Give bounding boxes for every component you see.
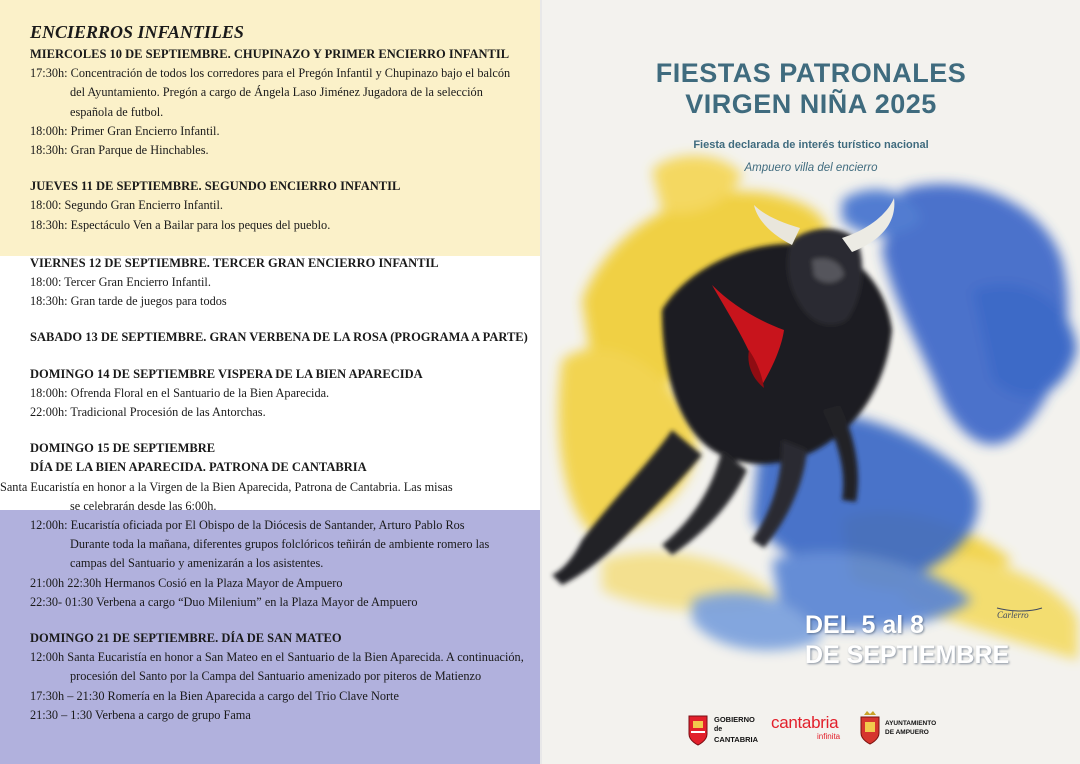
day-header: DOMINGO 15 DE SEPTIEMBRE (30, 441, 216, 456)
day-header: JUEVES 11 DE SEPTIEMBRE. SEGUNDO ENCIERRO INFANTIL (30, 179, 401, 194)
day-header: SABADO 13 DE SEPTIEMBRE. GRAN VERBENA DE LA ROSA (PROGRAMA A PARTE) (30, 330, 528, 345)
artist-signature: Carlerro (997, 610, 1029, 620)
schedule-line: 18:30h: Gran tarde de juegos para todos (30, 294, 227, 309)
ampuero-crest-icon (859, 711, 881, 745)
day-header: VIERNES 12 DE SEPTIEMBRE. TERCER GRAN ENCIERRO INFANTIL (30, 255, 439, 270)
schedule-line: 18:00h: Ofrenda Floral en el Santuario de la Bien Aparecida. (30, 385, 330, 400)
schedule-line: española de futbol. (70, 104, 164, 119)
schedule-line: campas del Santuario y amenizarán a los asistentes. (70, 556, 324, 571)
dates-line2: DE SEPTIEMBRE (805, 641, 1010, 669)
schedule-line: 12:00h: Eucaristía oficiada por El Obispo de la Diócesis de Santander, Arturo Pablo Ros (30, 518, 465, 533)
gobierno-cantabria-logo (687, 712, 777, 748)
schedule-line: 18:00h: Primer Gran Encierro Infantil. (30, 123, 220, 138)
cantabria-shield-icon (687, 714, 709, 746)
day-header: DOMINGO 14 DE SEPTIEMBRE VISPERA DE LA BIEN APARECIDA (30, 366, 423, 381)
schedule-line: Durante toda la mañana, diferentes grupos folclóricos teñirán de ambiente romero las (70, 537, 490, 552)
cantabria-sub: infinita (817, 732, 841, 741)
schedule-line: 18:30h: Espectáculo Ven a Bailar para los peques del pueblo. (30, 217, 331, 232)
schedule-line: 17:30h: Concentración de todos los corredores para el Pregón Infantil y Chupinazo bajo el balcón (30, 66, 511, 81)
schedule-line: 17:30h – 21:30 Romería en la Bien Aparecida a cargo del Trio Clave Norte (30, 688, 399, 703)
day-header: DOMINGO 21 DE SEPTIEMBRE. DÍA DE SAN MATEO (30, 631, 342, 646)
schedule-line: 21:30 – 1:30 Verbena a cargo de grupo Fama (30, 707, 251, 722)
cantabria-brand: cantabria (771, 713, 839, 732)
schedule-line: procesión del Santo por la Campa del Santuario amenizado por piteros de Matienzo (70, 669, 482, 684)
schedule-line: 22:30- 01:30 Verbena a cargo “Duo Milenium” en la Plaza Mayor de Ampuero (30, 594, 418, 609)
poster-panel (542, 0, 1080, 764)
dates-line1: DEL 5 al 8 (805, 611, 925, 639)
schedule-line: se celebrarán desde las 6:00h. (70, 498, 217, 513)
program-text (0, 21, 535, 725)
schedule-line: 12:00h Santa Eucaristía en honor a San Mateo en el Santuario de la Bien Aparecida. A continuación, (30, 650, 524, 665)
schedule-line: 22:00h: Tradicional Procesión de las Antorchas. (30, 405, 266, 420)
ayto-line2: DE AMPUERO (885, 729, 929, 736)
ayto-line1: AYUNTAMIENTO (885, 720, 937, 727)
gobierno-line1: GOBIERNO (714, 715, 755, 724)
day-subheader: DÍA DE LA BIEN APARECIDA. PATRONA DE CANTABRIA (30, 460, 367, 475)
gobierno-line3: CANTABRIA (714, 735, 759, 744)
ayuntamiento-ampuero-logo (859, 710, 969, 748)
day-header: MIERCOLES 10 DE SEPTIEMBRE. CHUPINAZO Y PRIMER ENCIERRO INFANTIL (30, 47, 510, 61)
poster-title-line1: FIESTAS PATRONALES (655, 58, 967, 88)
section-title: ENCIERROS INFANTILES (30, 22, 244, 42)
schedule-line: del Ayuntamiento. Pregón a cargo de Ángela Laso Jiménez Jugadora de la selección (70, 85, 483, 100)
gobierno-line2: de (714, 726, 723, 733)
poster-title-line2: VIRGEN NIÑA 2025 (685, 89, 937, 119)
schedule-line: 18:00: Tercer Gran Encierro Infantil. (30, 275, 211, 290)
poster-tagline: Ampuero villa del encierro (744, 162, 878, 174)
schedule-line: 18:30h: Gran Parque de Hinchables. (30, 143, 209, 158)
schedule-line: 21:00h 22:30h Hermanos Cosió en la Plaza Mayor de Ampuero (30, 575, 343, 590)
schedule-line: Santa Eucaristía en honor a la Virgen de la Bien Aparecida, Patrona de Cantabria. Las misas (0, 479, 453, 494)
schedule-line: 18:00: Segundo Gran Encierro Infantil. (30, 198, 223, 213)
poster-subtitle: Fiesta declarada de interés turístico nacional (693, 139, 929, 151)
cantabria-infinita-logo (771, 713, 856, 743)
